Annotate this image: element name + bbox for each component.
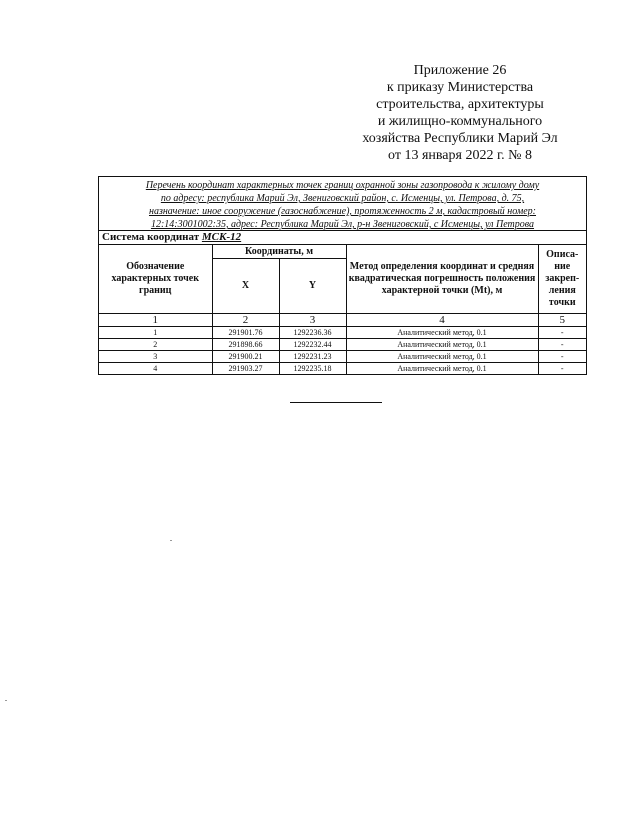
column-index: 2: [212, 314, 279, 327]
method-cell: Аналитический метод, 0.1: [346, 327, 538, 339]
column-index: 1: [99, 314, 212, 327]
coord-x: 291900.21: [212, 351, 279, 363]
coord-x: 291901.76: [212, 327, 279, 339]
column-index: 4: [346, 314, 538, 327]
header-coords: Координаты, м: [212, 245, 346, 259]
column-index-row: [99, 314, 586, 327]
coord-y: 1292232.44: [279, 339, 346, 351]
coord-y: 1292236.36: [279, 327, 346, 339]
header-line: хозяйства Республики Марий Эл: [362, 131, 558, 146]
header-x: X: [212, 259, 279, 314]
table-caption: [99, 177, 586, 231]
header-line: и жилищно-коммунального: [377, 114, 543, 129]
coordinate-system-value: МСК-12: [201, 231, 242, 243]
description-cell: -: [538, 339, 586, 351]
header-points: Обозначение характерных точек границ: [99, 245, 212, 314]
header-line: Приложение 26: [413, 63, 507, 78]
caption-line: по адресу: республика Марий Эл, Звениговский район, с. Исменцы, ул. Петрова, д. 75,: [160, 193, 525, 204]
method-cell: Аналитический метод, 0.1: [346, 363, 538, 375]
appendix-header: [340, 62, 580, 164]
coord-x: 291898.66: [212, 339, 279, 351]
header-line: от 13 января 2022 г. № 8: [388, 148, 532, 163]
table-row: [99, 363, 586, 375]
point-number: 4: [99, 363, 212, 375]
point-number: 3: [99, 351, 212, 363]
description-cell: -: [538, 363, 586, 375]
coord-x: 291903.27: [212, 363, 279, 375]
header-method: Метод определения координат и средняя квадратическая погрешность положения характерной точки (Mt), м: [346, 245, 538, 314]
table-row: [99, 327, 586, 339]
caption-line: Перечень координат характерных точек границ охранной зоны газопровода к жилому дому: [145, 180, 540, 191]
coord-y: 1292231.23: [279, 351, 346, 363]
caption-line: назначение: иное сооружение (газоснабжение), протяженность 2 м, кадастровый номер:: [148, 206, 537, 217]
caption-line: 12:14:3001002:35, адрес: Республика Марий Эл, р-н Звениговский, с Исменцы, ул Петрова: [150, 219, 535, 230]
scan-speck: [170, 540, 172, 541]
column-index: 3: [279, 314, 346, 327]
coordinates-table: [99, 245, 586, 374]
header-line: к приказу Министерства: [386, 80, 534, 95]
method-cell: Аналитический метод, 0.1: [346, 339, 538, 351]
header-description: Описа-ние закреп-ления точки: [538, 245, 586, 314]
coordinate-system-row: [99, 231, 586, 245]
scan-speck: [5, 700, 7, 701]
column-index: 5: [538, 314, 586, 327]
header-y: Y: [279, 259, 346, 314]
description-cell: -: [538, 327, 586, 339]
point-number: 2: [99, 339, 212, 351]
header-line: строительства, архитектуры: [376, 97, 544, 112]
method-cell: Аналитический метод, 0.1: [346, 351, 538, 363]
coord-y: 1292235.18: [279, 363, 346, 375]
coordinates-table-frame: [98, 176, 587, 375]
table-row: [99, 351, 586, 363]
table-row: [99, 339, 586, 351]
end-divider-line: [290, 402, 382, 403]
coordinate-system-label: Система координат: [102, 231, 200, 243]
point-number: 1: [99, 327, 212, 339]
description-cell: -: [538, 351, 586, 363]
